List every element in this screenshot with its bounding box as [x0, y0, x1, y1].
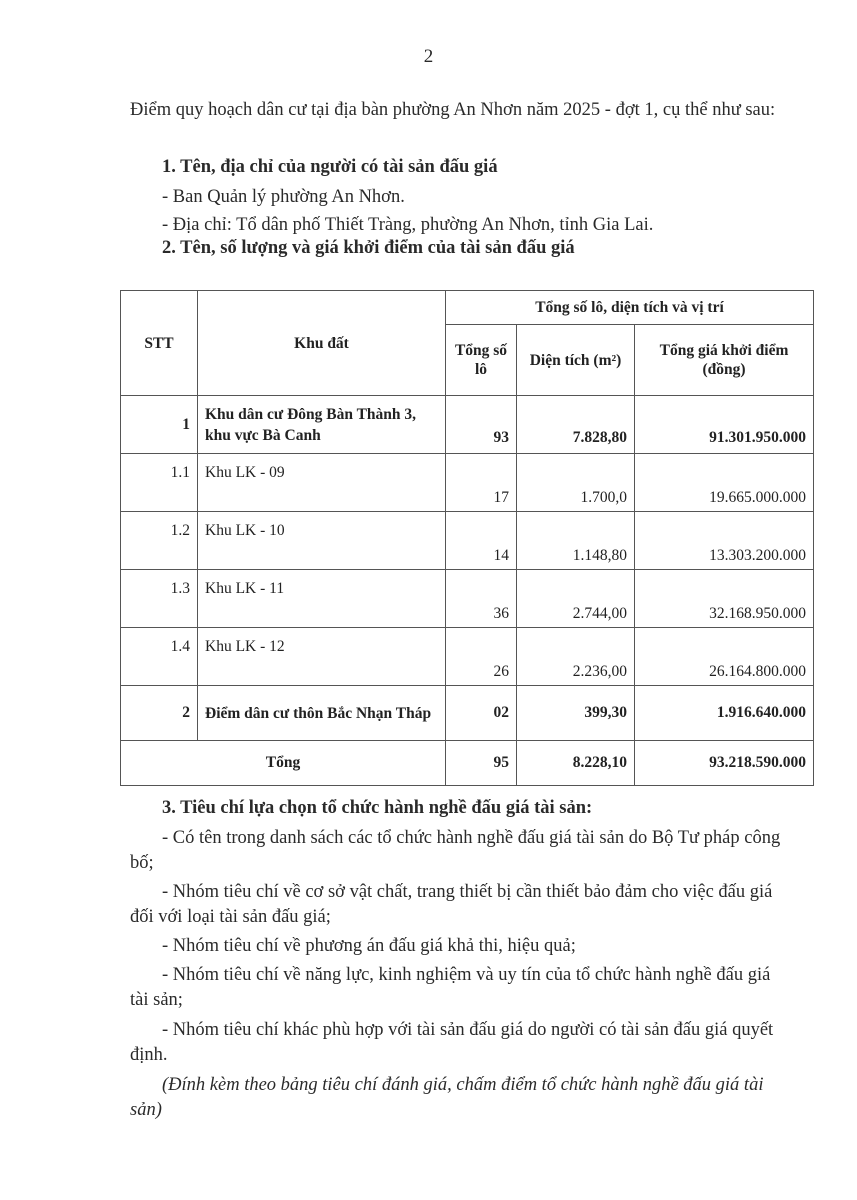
cell-name: Khu LK - 11: [198, 570, 446, 628]
total-label: Tổng: [121, 741, 446, 786]
section-1-heading: 1. Tên, địa chỉ của người có tài sản đấu giá: [162, 157, 498, 177]
attachment-note: (Đính kèm theo bảng tiêu chí đánh giá, chấm điểm tổ chức hành nghề đấu giá tài sản): [130, 1075, 764, 1120]
cell-lots: 26: [446, 628, 517, 686]
cell-name: Điểm dân cư thôn Bắc Nhạn Tháp: [198, 686, 446, 741]
table-total-row: [121, 741, 814, 786]
criteria-item: - Nhóm tiêu chí về cơ sở vật chất, trang thiết bị cần thiết bảo đảm cho việc đấu giá đối với loại tài sản đấu giá;: [130, 882, 773, 927]
header-khu-dat: Khu đất: [198, 291, 446, 396]
cell-lots: 36: [446, 570, 517, 628]
total-area: 8.228,10: [517, 741, 635, 786]
cell-price: 13.303.200.000: [635, 512, 814, 570]
table-row: [121, 454, 814, 512]
header-stt: STT: [121, 291, 198, 396]
cell-lots: 93: [446, 396, 517, 454]
header-dien-tich: Diện tích (m²): [517, 325, 635, 396]
table-row: [121, 512, 814, 570]
section-2-heading: 2. Tên, số lượng và giá khởi điểm của tài sản đấu giá: [162, 238, 575, 258]
section-1-line: - Ban Quản lý phường An Nhơn.: [162, 187, 405, 207]
table-row: [121, 628, 814, 686]
table-row: [121, 396, 814, 454]
cell-area: 2.236,00: [517, 628, 635, 686]
criteria-item: - Nhóm tiêu chí về phương án đấu giá khả thi, hiệu quả;: [162, 936, 576, 956]
header-group: Tổng số lô, diện tích và vị trí: [446, 291, 814, 325]
table-header-row: [121, 291, 814, 325]
section-3-heading: 3. Tiêu chí lựa chọn tổ chức hành nghề đấu giá tài sản:: [162, 798, 593, 818]
criteria-item: - Nhóm tiêu chí khác phù hợp với tài sản đấu giá do người có tài sản đấu giá quyết định.: [130, 1020, 774, 1065]
cell-area: 1.148,80: [517, 512, 635, 570]
table-row: [121, 570, 814, 628]
cell-price: 32.168.950.000: [635, 570, 814, 628]
criteria-item: - Có tên trong danh sách các tổ chức hành nghề đấu giá tài sản do Bộ Tư pháp công bố;: [130, 828, 781, 873]
cell-stt: 1.2: [121, 512, 198, 570]
cell-stt: 1: [121, 396, 198, 454]
cell-area: 1.700,0: [517, 454, 635, 512]
cell-stt: 1.4: [121, 628, 198, 686]
cell-stt: 1.3: [121, 570, 198, 628]
cell-lots: 17: [446, 454, 517, 512]
cell-name: Khu LK - 12: [198, 628, 446, 686]
cell-price: 1.916.640.000: [635, 686, 814, 741]
asset-table: [120, 290, 814, 786]
cell-lots: 02: [446, 686, 517, 741]
section-1-line: - Địa chỉ: Tổ dân phố Thiết Tràng, phường An Nhơn, tỉnh Gia Lai.: [162, 215, 654, 235]
criteria-item: - Nhóm tiêu chí về năng lực, kinh nghiệm và uy tín của tổ chức hành nghề đấu giá tài sản;: [130, 965, 771, 1010]
cell-name: Khu dân cư Đông Bàn Thành 3, khu vực Bà Canh: [198, 396, 446, 454]
cell-area: 399,30: [517, 686, 635, 741]
total-price: 93.218.590.000: [635, 741, 814, 786]
cell-stt: 1.1: [121, 454, 198, 512]
cell-area: 2.744,00: [517, 570, 635, 628]
cell-area: 7.828,80: [517, 396, 635, 454]
cell-price: 91.301.950.000: [635, 396, 814, 454]
cell-name: Khu LK - 10: [198, 512, 446, 570]
table-row: [121, 686, 814, 741]
header-tong-gia: Tổng giá khởi điểm (đồng): [635, 325, 814, 396]
page-number: 2: [423, 46, 434, 67]
cell-stt: 2: [121, 686, 198, 741]
cell-price: 19.665.000.000: [635, 454, 814, 512]
total-lots: 95: [446, 741, 517, 786]
cell-name: Khu LK - 09: [198, 454, 446, 512]
cell-price: 26.164.800.000: [635, 628, 814, 686]
header-tong-so-lo: Tổng số lô: [446, 325, 517, 396]
intro-paragraph: Điểm quy hoạch dân cư tại địa bàn phường An Nhơn năm 2025 - đợt 1, cụ thể như sau:: [130, 100, 776, 120]
cell-lots: 14: [446, 512, 517, 570]
